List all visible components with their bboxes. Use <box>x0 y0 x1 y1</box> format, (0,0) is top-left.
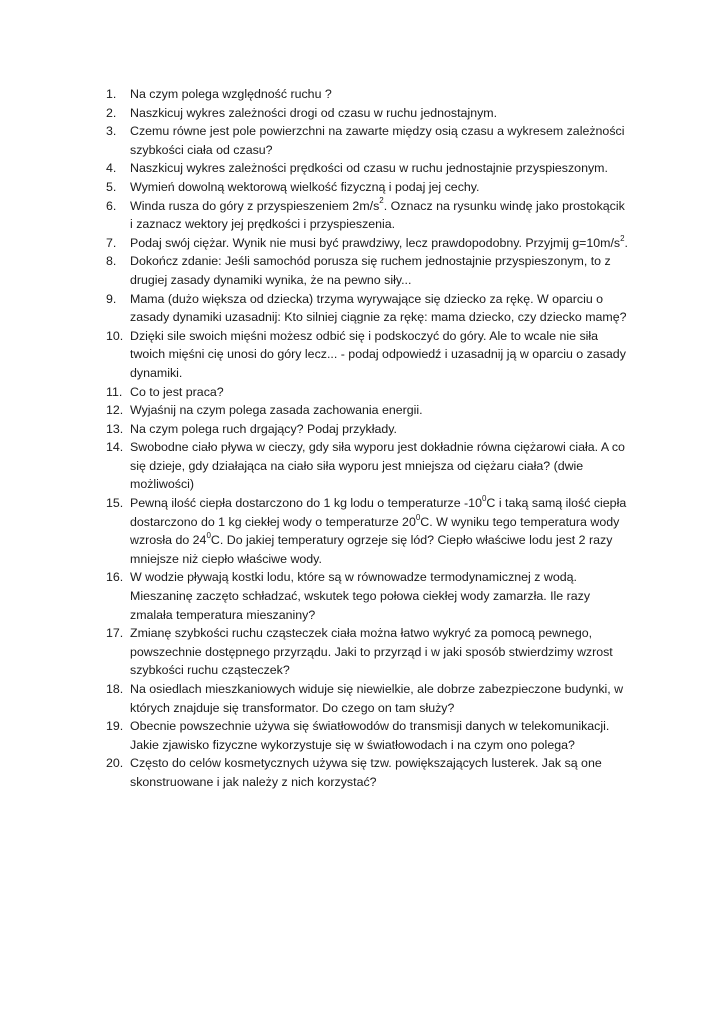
question-number: 1. <box>106 87 117 101</box>
superscript: 2 <box>379 196 384 206</box>
question-number: 13. <box>106 421 124 436</box>
question-number: 9. <box>106 291 117 306</box>
text-run: C i taką samą ilość ciepła dostarczono do 1 kg ciekłej wody o temperaturze 20 <box>130 496 627 529</box>
question-text <box>130 401 629 420</box>
question-item <box>0 568 725 624</box>
question-text <box>130 624 629 680</box>
question-text <box>130 85 629 104</box>
question-item <box>0 420 725 439</box>
question-number: 16. <box>106 570 124 585</box>
question-number: 3. <box>106 124 117 139</box>
question-item <box>0 290 725 327</box>
question-item <box>0 494 725 568</box>
question-text <box>130 197 629 234</box>
question-text <box>130 290 629 327</box>
text-run: Czemu równe jest pole powierzchni na zawarte między osią czasu a wykresem zależności szybkości ciała od czasu? <box>130 124 625 157</box>
question-number: 11. <box>106 384 123 399</box>
question-item <box>0 178 725 197</box>
question-text <box>130 717 629 754</box>
question-number: 7. <box>106 235 117 250</box>
text-run: Pewną ilość ciepła dostarczono do 1 kg lodu o temperaturze -10 <box>130 496 482 511</box>
text-run: Na osiedlach mieszkaniowych widuje się niewielkie, ale dobrze zabezpieczone budynki, w których znajduje się transformator. Do czego on tam służy? <box>130 682 624 715</box>
text-run: Mama (dużo większa od dziecka) trzyma wyrywające się dziecko za rękę. W oparciu o zasady dynamiki uzasadnij: Kto silniej ciągnie za rękę: mama dziecko, czy dziecko mamę? <box>130 291 627 325</box>
text-run: Na czym polega względność ruchu ? <box>130 87 332 101</box>
question-item <box>0 234 725 253</box>
question-text <box>130 420 629 439</box>
text-run: Dzięki sile swoich mięśni możesz odbić się i podskoczyć do góry. Ale to wcale nie siła twoich mięśni cię unosi do góry lecz... - podaj odpowiedź i uzasadnij ją w oparciu o zasady dynamiki. <box>130 328 626 380</box>
question-text <box>130 159 629 178</box>
text-run: Często do celów kosmetycznych używa się tzw. powiększających lusterek. Jak są one skonstruowane i jak należy z nich korzystać? <box>130 756 602 789</box>
text-run: Naszkicuj wykres zależności drogi od czasu w ruchu jednostajnym. <box>130 105 498 120</box>
question-item <box>0 717 725 754</box>
superscript: 0 <box>415 512 421 522</box>
text-run: C. Do jakiej temperatury ogrzeje się lód? Ciepło właściwe lodu jest 2 razy mniejsze niż ciepło właściwe wody. <box>130 533 613 566</box>
question-number: 12. <box>106 403 124 418</box>
text-run: Wyjaśnij na czym polega zasada zachowania energii. <box>130 403 423 418</box>
text-run: Na czym polega ruch drgający? Podaj przykłady. <box>130 421 397 436</box>
question-item <box>0 104 725 123</box>
question-item <box>0 252 725 289</box>
question-number: 20. <box>106 756 124 771</box>
superscript: 2 <box>620 233 625 243</box>
question-item <box>0 383 725 402</box>
question-text <box>130 178 629 197</box>
question-item <box>0 680 725 717</box>
question-text <box>130 494 629 568</box>
question-item <box>0 197 725 234</box>
text-run: Obecnie powszechnie używa się światłowodów do transmisji danych w telekomunikacji. Jakie zjawisko fizyczne wykorzystuje się w światłowodach i na czym ono polega? <box>130 719 610 752</box>
question-item <box>0 122 725 159</box>
text-run: Dokończ zdanie: Jeśli samochód porusza się ruchem jednostajnie przyspieszonym, to z drugiej zasady dynamiki wynika, że na pewno siły... <box>130 254 611 287</box>
question-item <box>0 754 725 791</box>
question-text <box>130 104 629 123</box>
question-number: 15. <box>106 496 124 511</box>
text-run: . <box>624 235 628 250</box>
question-number: 4. <box>106 161 117 176</box>
question-item <box>0 327 725 383</box>
text-run: Wymień dowolną wektorową wielkość fizyczną i podaj jej cechy. <box>130 179 480 194</box>
question-number: 19. <box>106 719 124 734</box>
question-text <box>130 754 629 791</box>
text-run: . Oznacz na rysunku windę jako prostokącik i zaznacz wektory jej prędkości i przyspieszenia. <box>130 198 625 232</box>
question-text <box>130 568 629 624</box>
superscript: 0 <box>206 531 211 541</box>
question-item <box>0 159 725 178</box>
superscript: 0 <box>481 493 487 503</box>
question-item <box>0 438 725 494</box>
text-run: C. W wyniku tego temperatura wody wzrosła do 24 <box>130 514 620 548</box>
question-text <box>130 383 629 402</box>
question-text <box>130 438 629 494</box>
question-text <box>130 252 629 289</box>
question-item <box>0 85 725 104</box>
question-number: 10. <box>106 328 124 343</box>
question-list <box>0 85 725 792</box>
question-number: 5. <box>106 179 117 194</box>
question-item <box>0 401 725 420</box>
text-run: Naszkicuj wykres zależności prędkości od czasu w ruchu jednostajnie przyspieszonym. <box>130 161 608 176</box>
text-run: Swobodne ciało pływa w cieczy, gdy siła wyporu jest dokładnie równa ciężarowi ciała. A co się dzieje, gdy działająca na ciało siła wyporu jest mniejsza od ciężaru ciała? (dwie możliwości) <box>130 440 625 492</box>
text-run: W wodzie pływają kostki lodu, które są w równowadze termodynamicznej z wodą. Mieszaninę zaczęto schładzać, wskutek tego połowa ciekłej wody zamarzła. Ile razy zmalała temperatura mieszaniny? <box>130 570 591 622</box>
text-run: Co to jest praca? <box>130 384 224 399</box>
text-run: Zmianę szybkości ruchu cząsteczek ciała można łatwo wykryć za pomocą pewnego, powszechnie dostępnego przyrządu. Jaki to przyrząd i w jaki sposób stwierdzimy wzrost szybkości ruchu cząsteczek? <box>130 626 613 678</box>
question-number: 6. <box>106 198 117 213</box>
question-number: 17. <box>106 626 124 641</box>
question-text <box>130 122 629 159</box>
question-number: 8. <box>106 254 117 269</box>
question-text <box>130 327 629 383</box>
question-number: 18. <box>106 682 124 696</box>
question-text <box>130 680 629 717</box>
question-text <box>130 234 629 253</box>
text-run: Podaj swój ciężar. Wynik nie musi być prawdziwy, lecz prawdopodobny. Przyjmij g=10m/s <box>130 235 621 250</box>
text-run: Winda rusza do góry z przyspieszeniem 2m/s <box>130 198 380 213</box>
question-number: 14. <box>106 440 124 455</box>
question-number: 2. <box>106 105 117 120</box>
question-item <box>0 624 725 680</box>
